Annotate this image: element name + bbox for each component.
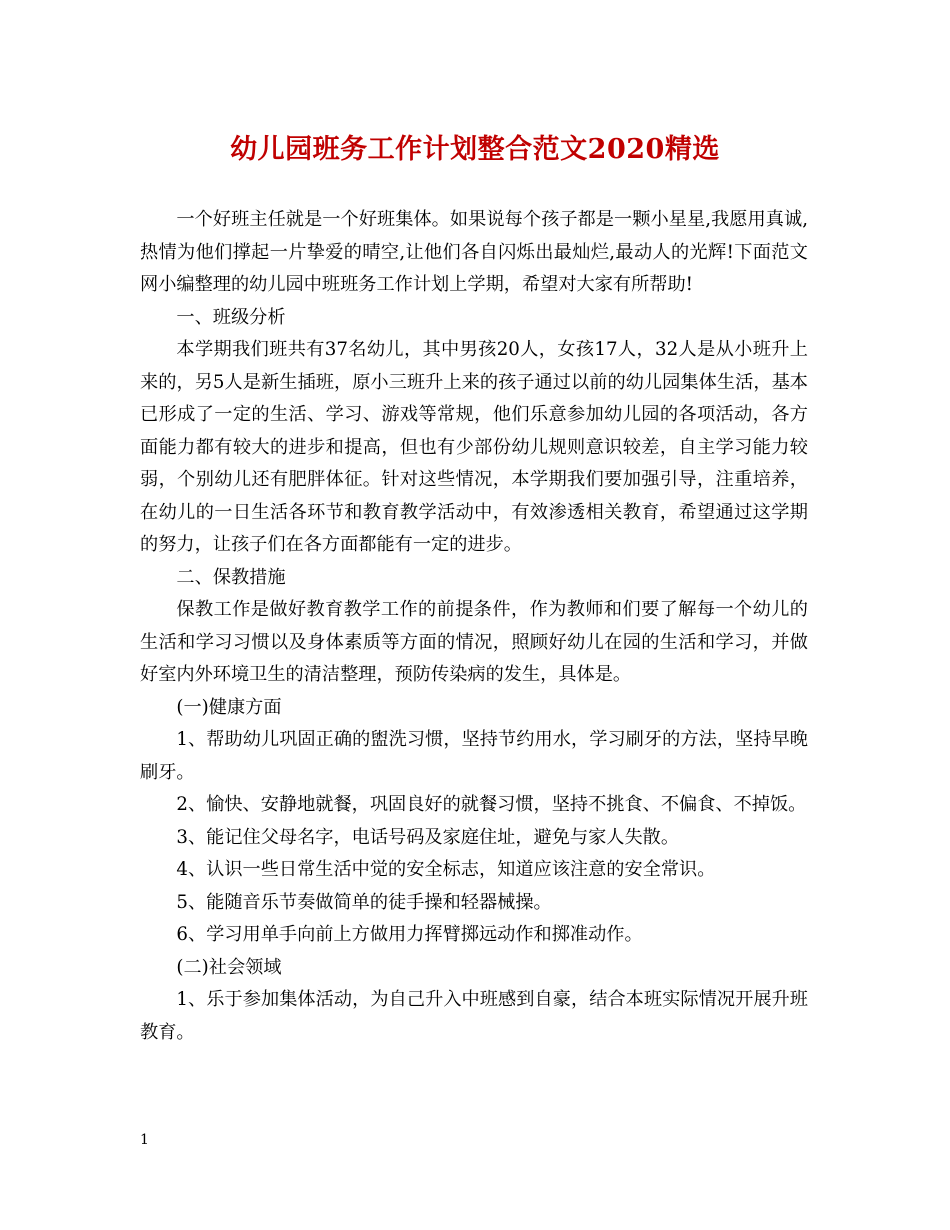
subheading-health: (一)健康方面 [176, 696, 282, 718]
list-item-health-3: 3、能记住父母名字，电话号码及家庭住址，避免与家人失散。 [176, 826, 680, 848]
list-item-health-5: 5、能随音乐节奏做简单的徒手操和轻器械操。 [176, 891, 552, 913]
list-item-health-4: 4、认识一些日常生活中觉的安全标志，知道应该注意的安全常识。 [176, 859, 716, 880]
document-title: 幼儿园班务工作计划整合范文2020精选 [230, 134, 720, 165]
paragraph-intro: 一个好班主任就是一个好班集体。如果说每个孩子都是一颗小星星,我愿用真诚,热情为他们撑起一片挚爱的晴空,让他们各自闪烁出最灿烂,最动人的光辉!下面范文网小编整理的幼儿园中班班务工作计划上学期，希望对大家有所帮助! [140, 209, 808, 295]
heading-class-analysis: 一、班级分析 [176, 306, 286, 328]
heading-care-measures: 二、保教措施 [176, 566, 286, 588]
list-item-health-2: 2、愉快、安静地就餐，巩固良好的就餐习惯，坚持不挑食、不偏食、不掉饭。 [176, 794, 807, 815]
list-item-health-1: 1、帮助幼儿巩固正确的盥洗习惯，坚持节约用水，学习刷牙的方法，坚持早晚刷牙。 [140, 729, 808, 783]
subheading-social: (二)社会领域 [176, 956, 282, 978]
list-item-health-6: 6、学习用单手向前上方做用力挥臂掷远动作和掷准动作。 [176, 924, 643, 945]
paragraph-class-analysis: 本学期我们班共有37名幼儿，其中男孩20人，女孩17人，32人是从小班升上来的，另5人是新生插班，原小三班升上来的孩子通过以前的幼儿园集体生活，基本已形成了一定的生活、学习、游戏等常规，他们乐意参加幼儿园的各项活动，各方面能力都有较大的进步和提高，但也有少部份幼儿规则意识较差，自主学习能力较弱，个别幼儿还有肥胖体征。针对这些情况，本学期我们要加强引导，注重培养，在幼儿的一日生活各环节和教育教学活动中，有效渗透相关教育，希望通过这学期的努力，让孩子们在各方面都能有一定的进步。 [140, 339, 808, 555]
paragraph-care-measures: 保教工作是做好教育教学工作的前提条件，作为教师和们要了解每一个幼儿的生活和学习习惯以及身体素质等方面的情况，照顾好幼儿在园的生活和学习，并做好室内外环境卫生的清洁整理，预防传染病的发生，具体是。 [140, 599, 808, 685]
document-body [140, 204, 808, 1049]
list-item-social-1: 1、乐于参加集体活动，为自己升入中班感到自豪，结合本班实际情况开展升班教育。 [140, 989, 808, 1043]
page-number: 1 [140, 1132, 149, 1148]
